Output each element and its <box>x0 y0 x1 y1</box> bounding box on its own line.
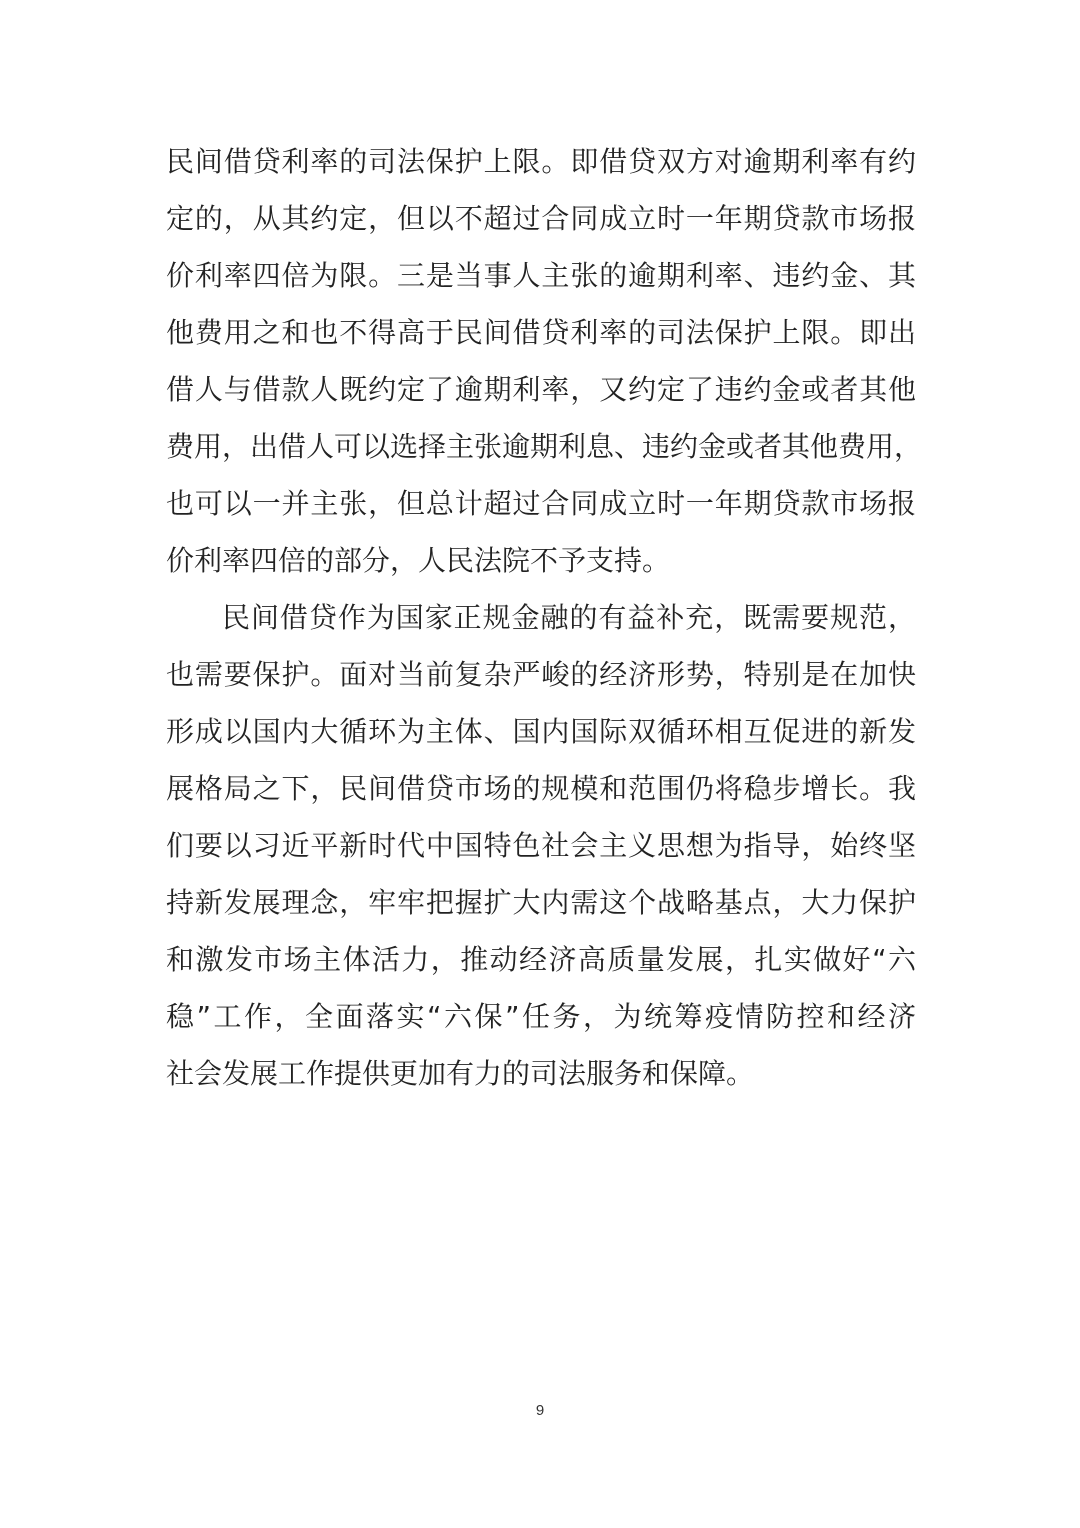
text-line: 和激发市场主体活力，推动经济高质量发展，扎实做好“六 <box>166 943 916 976</box>
text-line: 他费用之和也不得高于民间借贷利率的司法保护上限。即出 <box>166 316 916 349</box>
text-line: 稳”工作，全面落实“六保”任务，为统筹疫情防控和经济 <box>166 1000 916 1033</box>
text-line: 展格局之下，民间借贷市场的规模和范围仍将稳步增长。我 <box>166 772 916 805</box>
text-line: 民间借贷作为国家正规金融的有益补充，既需要规范， <box>222 601 916 634</box>
text-line: 借人与借款人既约定了逾期利率，又约定了违约金或者其他 <box>166 373 916 406</box>
text-line: 持新发展理念，牢牢把握扩大内需这个战略基点，大力保护 <box>166 886 916 919</box>
text-line: 也可以一并主张，但总计超过合同成立时一年期贷款市场报 <box>166 487 916 520</box>
text-line: 民间借贷利率的司法保护上限。即借贷双方对逾期利率有约 <box>166 145 916 178</box>
text-line: 社会发展工作提供更加有力的司法服务和保障。 <box>166 1057 755 1090</box>
text-line: 们要以习近平新时代中国特色社会主义思想为指导，始终坚 <box>166 829 916 862</box>
text-line: 价利率四倍的部分，人民法院不予支持。 <box>166 544 671 577</box>
text-line: 费用，出借人可以选择主张逾期利息、违约金或者其他费用， <box>166 430 923 463</box>
text-line: 形成以国内大循环为主体、国内国际双循环相互促进的新发 <box>166 715 916 748</box>
text-line: 价利率四倍为限。三是当事人主张的逾期利率、违约金、其 <box>166 259 916 292</box>
text-line: 定的，从其约定，但以不超过合同成立时一年期贷款市场报 <box>166 202 916 235</box>
page-number: 9 <box>535 1402 545 1419</box>
text-line: 也需要保护。面对当前复杂严峻的经济形势，特别是在加快 <box>166 658 916 691</box>
